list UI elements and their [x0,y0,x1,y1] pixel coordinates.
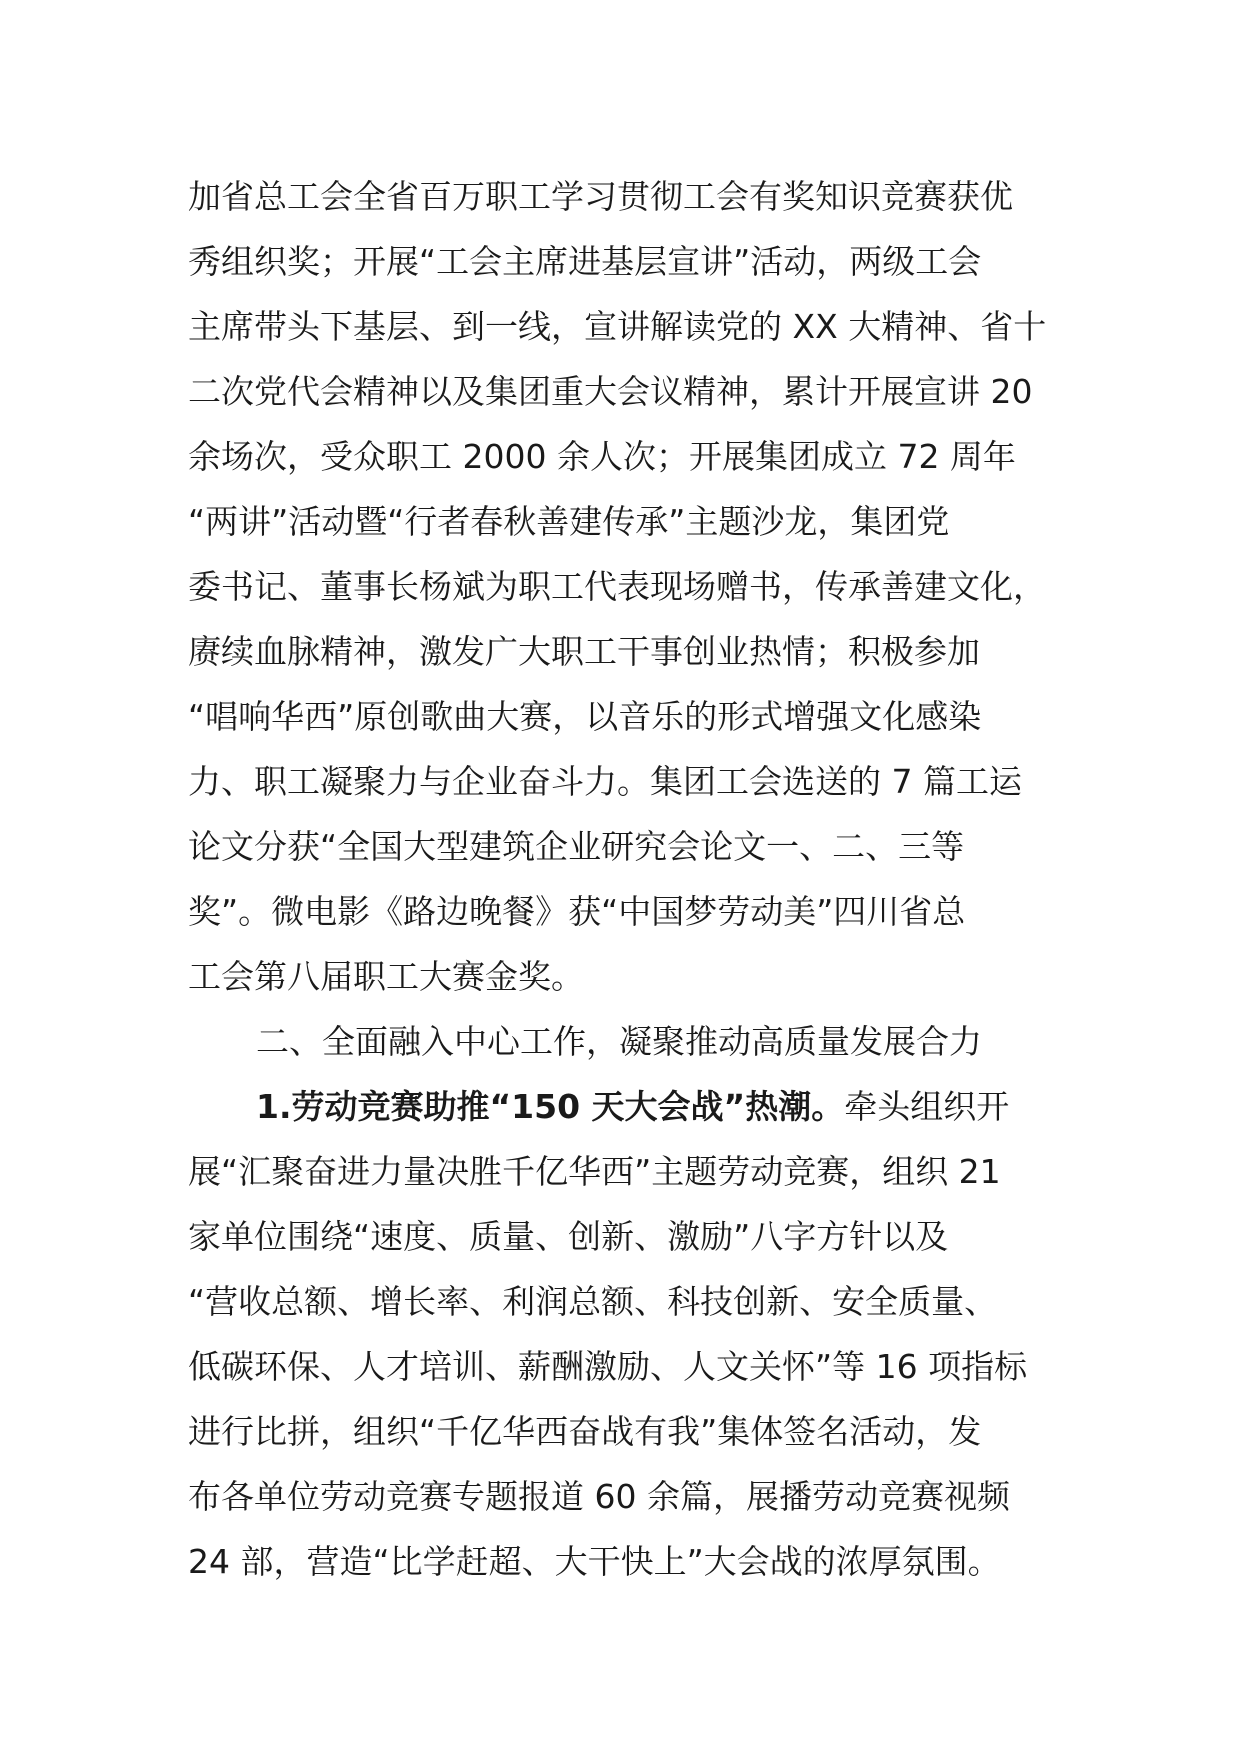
paragraph-line: 赓续血脉精神，激发广大职工干事创业热情；积极参加 [188,632,980,671]
paragraph-line: 展“汇聚奋进力量决胜千亿华西”主题劳动竞赛，组织 21 [188,1152,1001,1191]
paragraph-line: 布各单位劳动竞赛专题报道 60 余篇，展播劳动竞赛视频 [188,1477,1010,1516]
paragraph-line: “两讲”活动暨“行者春秋善建传承”主题沙龙，集团党 [188,502,950,541]
item-1-title: 1.劳动竞赛助推“150 天大会战”热潮。 [256,1087,845,1126]
paragraph-line: 工会第八届职工大赛金奖。 [188,957,584,996]
paragraph-line: “营收总额、增长率、利润总额、科技创新、安全质量、 [188,1282,998,1321]
paragraph-line: 低碳环保、人才培训、薪酬激励、人文关怀”等 16 项指标 [188,1347,1028,1386]
paragraph-1 [188,164,1068,1009]
item-1 [188,1074,1068,1594]
section-heading: 二、全面融入中心工作，凝聚推动高质量发展合力 [256,1022,982,1061]
paragraph-line: 余场次，受众职工 2000 余人次；开展集团成立 72 周年 [188,437,1016,476]
paragraph-line: 主席带头下基层、到一线，宣讲解读党的 XX 大精神、省十 [188,307,1047,346]
paragraph-line: “唱响华西”原创歌曲大赛，以音乐的形式增强文化感染 [188,697,982,736]
paragraph-line: 论文分获“全国大型建筑企业研究会论文一、二、三等 [188,827,965,866]
paragraph-line: 力、职工凝聚力与企业奋斗力。集团工会选送的 7 篇工运 [188,762,1022,801]
item-1-lead-text: 牵头组织开 [844,1087,1010,1126]
document-body [188,164,1068,1594]
paragraph-line: 加省总工会全省百万职工学习贯彻工会有奖知识竞赛获优 [188,177,1013,216]
paragraph-line: 24 部，营造“比学赶超、大干快上”大会战的浓厚氛围。 [188,1542,1001,1581]
paragraph-line: 奖”。微电影《路边晚餐》获“中国梦劳动美”四川省总 [188,892,966,931]
paragraph-line: 家单位围绕“速度、质量、创新、激励”八字方针以及 [188,1217,949,1256]
paragraph-line: 二次党代会精神以及集团重大会议精神，累计开展宣讲 20 [188,372,1033,411]
paragraph-line: 进行比拼，组织“千亿华西奋战有我”集体签名活动，发 [188,1412,982,1451]
item-1-first-line [188,1074,1068,1139]
paragraph-line: 秀组织奖；开展“工会主席进基层宣讲”活动，两级工会 [188,242,982,281]
paragraph-line: 委书记、董事长杨斌为职工代表现场赠书，传承善建文化， [188,567,1046,606]
